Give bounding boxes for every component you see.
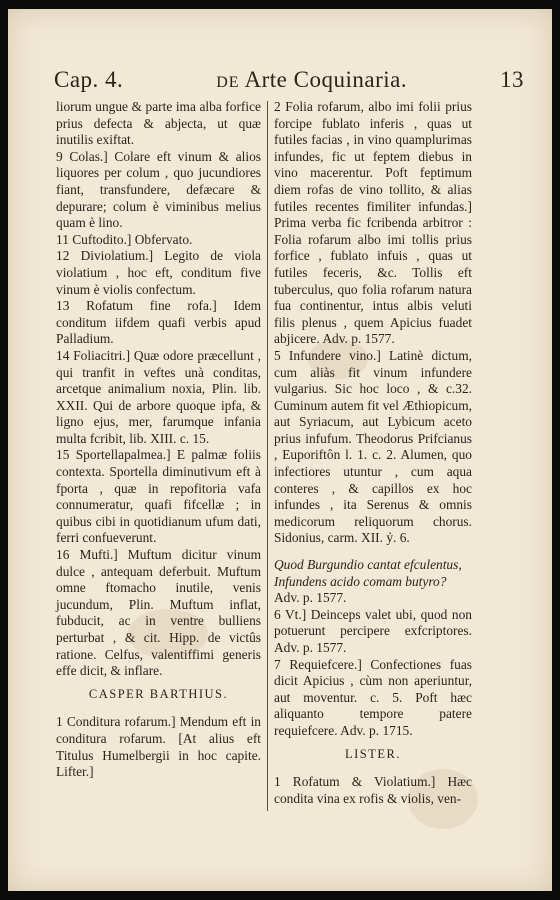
paragraph: 1 Conditura rofarum.] Mendum eft in conditura rofarum. [At alius eft Titulus Humelbergii in hoc capite. Lifter.] — [56, 714, 261, 780]
paragraph: 6 Vt.] Deinceps valet ubi, quod non potuerunt percipere exfcriptores. Adv. p. 1577. — [274, 606, 472, 655]
page-number: 13 — [499, 67, 524, 92]
paragraph: 5 Infundere vino.] Latinè dictum, cum aliàs fit vinum infundere vulgarius. Sic hoc loco , & c.32. Cuminum autem fit vel Æthiopicum, aut Syriacum, aut Lybicum aceto prius infufum. Theodorus Prifcianus , Euporiftôn l. 1. c. 2. Alumen, quo infectiores utuntur , cum aqua conteres , & capillos ex hoc infundes , ita Serenus & omnis medicorum reliquorum chorus. Sidonius, carm. XII. ỷ. 6. — [274, 347, 472, 546]
running-header — [54, 67, 524, 101]
verse-line: Quod Burgundio cantat efculentus, — [274, 557, 462, 573]
column-divider — [267, 101, 268, 811]
header-title: DE Arte Coquinaria. — [216, 67, 408, 92]
spacer — [274, 547, 472, 557]
paragraph: 1 Rofatum & Violatium.] Hæc condita vina ex rofis & violis, ven- — [274, 774, 472, 806]
verse-line: Infundens acido comam butyro? — [274, 573, 447, 589]
paragraph: 12 Diviolatium.] Legito de viola violatium , hoc eft, conditum five vinum è violis confectum. — [56, 248, 261, 297]
paragraph: 15 Sportellapalmea.] E palmæ foliis contexta. Sportella diminutivum eft à fporta , quæ in repofitoria vafa connumeratur, quafi fifcellæ ; in quibus cibi in quotidianum ufum dati, ferri confueverunt. — [56, 447, 261, 546]
paragraph: 16 Mufti.] Muftum dicitur vinum dulce , antequam deferbuit. Muftum omne ftomacho inutile, venis jucundum, Plin. Muftum inflat, fubducit, ac in ventre bulliens perturbat , & cit. Hipp. de victûs ratione. Celfus, valentiffimi generis effe dicit, & inflare. — [56, 547, 261, 679]
paragraph: 14 Foliacitri.] Quæ odore præcellunt , qui tranfit in veftes unà conditas, arcetque animalium noxia, Plin. lib. XXII. Qui de arbore quoque ipfa, & ligno ejus, mer, farumque infania multa fcribit, lib. XIII. c. 15. — [56, 347, 261, 446]
citation: Adv. p. 1577. — [274, 590, 347, 606]
paragraph: 7 Requiefcere.] Confectiones fuas dicit Apicius , cùm non aperiuntur, aut moventur. c. 5. Poft hæc aliquanto tempore patere requiefcere. Adv. p. 1715. — [274, 656, 472, 738]
chapter-label: Cap. 4. — [54, 67, 124, 92]
section-heading: CASPER BARTHIUS. — [88, 686, 229, 701]
paragraph: 9 Colas.] Colare eft vinum & alios liquores per colum , quo jucundiores fiant, transfundere, defæcare & depurare; colum è viminibus melius quam è lino. — [56, 148, 261, 231]
paragraph: 11 Cuftodito.] Obfervato. — [56, 231, 193, 247]
left-column — [56, 99, 261, 781]
paragraph: 13 Rofatum fine rofa.] Idem conditum iifdem quafi verbis apud Palladium. — [56, 298, 261, 347]
paragraph: 2 Folia rofarum, albo imi folii prius forcipe fublato inferis , quas ut futiles facias , in vino quamplurimas infundes, fic ut feptem diebus in vino macerentur. Poft feptimum diem rofas de vino tollito, & alias futiles recentes fimiliter infundas.] Prima verba fic fcribenda arbitror : Folia rofarum albo imi tollis prius forfice , fublato infuis , quas ut futiles feceris, &c. Tollis eft tuberculus, quo folia rofarum natura fua continentur, intus albis veluti filis plenus , quem Apicius fuadet abjicere. Adv. p. 1577. — [274, 99, 472, 347]
section-heading: LISTER. — [345, 746, 401, 761]
book-page — [8, 9, 552, 891]
paragraph: liorum ungue & parte ima alba forfice prius defecta & abjecta, ut quæ inutilis exiftat. — [56, 99, 261, 148]
right-column — [274, 99, 472, 807]
